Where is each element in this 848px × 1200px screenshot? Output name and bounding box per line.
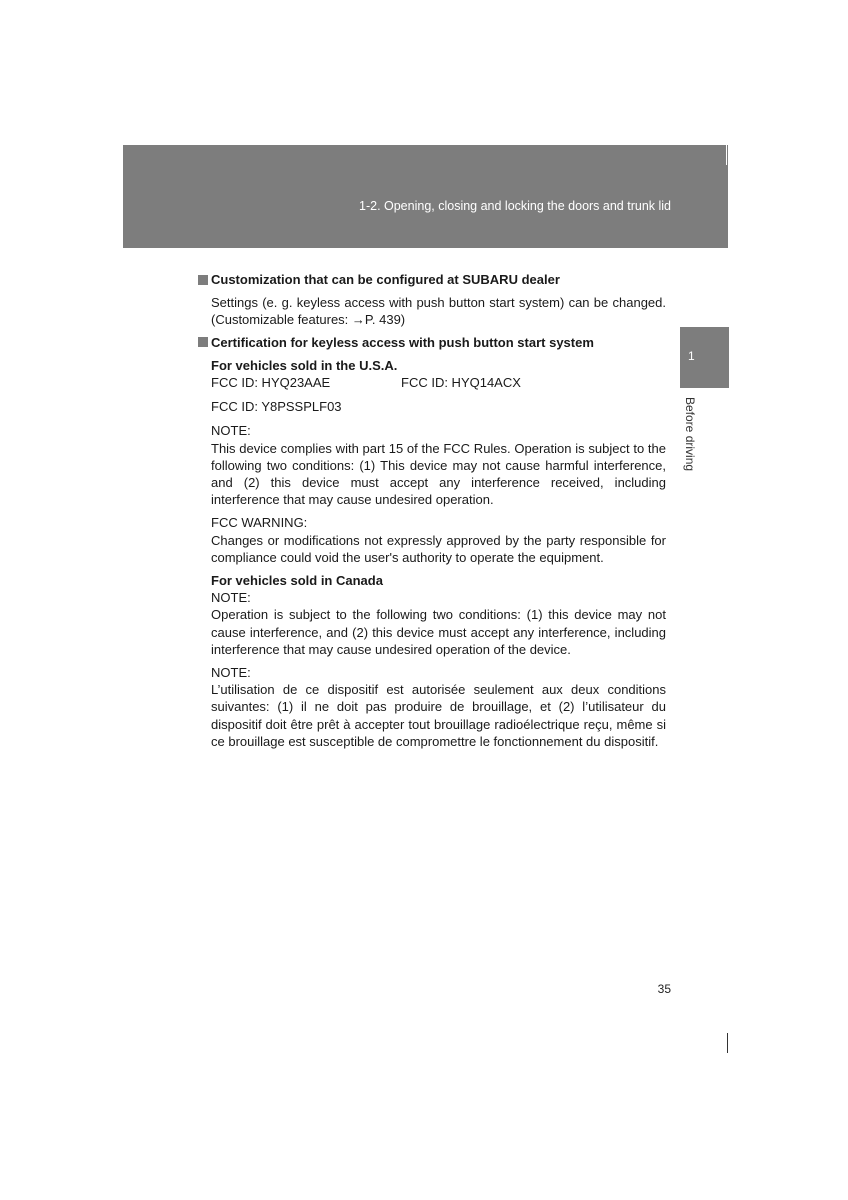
canada-note2-text: L’utilisation de ce dispositif est autorisée seulement aux deux conditions suivantes: (1) il ne doit pas produire de brouillage, et (2) l’utilisateur du dispositif doit être prêt à accepter tout brouillage radioélectrique reçu, même si ce brouillage est susceptible de compromettre le fonctionnement du dispositif. xyxy=(211,682,666,749)
crop-mark xyxy=(726,145,727,165)
usa-note-label: NOTE: xyxy=(211,423,251,439)
square-bullet-icon xyxy=(198,337,208,347)
section-heading-certification xyxy=(198,334,666,351)
usa-heading: For vehicles sold in the U.S.A. xyxy=(211,357,398,373)
square-bullet-icon xyxy=(198,275,208,285)
usa-note-text: This device complies with part 15 of the FCC Rules. Operation is subject to the following two conditions: (1) This device may not cause harmful interference, and (2) this device must accept any interference received, including interference that may cause undesired operation. xyxy=(211,440,666,508)
certification-heading: Certification for keyless access with push button start system xyxy=(211,334,594,350)
fcc-id-2: FCC ID: HYQ14ACX xyxy=(401,375,521,391)
header-band xyxy=(123,145,728,248)
canada-note2-label: NOTE: xyxy=(211,665,251,681)
fcc-warning-label: FCC WARNING: xyxy=(211,515,308,531)
canada-note1-label: NOTE: xyxy=(211,590,251,606)
fcc-id-row xyxy=(211,374,666,391)
canada-block xyxy=(211,572,666,750)
page-content xyxy=(198,271,666,750)
fcc-id-1: FCC ID: HYQ23AAE xyxy=(211,375,331,391)
chapter-tab xyxy=(680,327,729,388)
section-heading-customization xyxy=(198,271,666,288)
customization-heading: Customization that can be configured at SUBARU dealer xyxy=(211,272,560,287)
page-number: 35 xyxy=(657,982,671,996)
canada-note1-text: Operation is subject to the following two conditions: (1) this device may not cause interference, and (2) this device must accept any interference, including interference that may cause undesired operation of the device. xyxy=(211,607,666,657)
customization-body: Settings (e. g. keyless access with push button start system) can be changed. (Customizable features: →P. 439) xyxy=(211,295,666,328)
canada-heading: For vehicles sold in Canada xyxy=(211,573,383,589)
usa-block xyxy=(211,357,666,566)
fcc-id-3: FCC ID: Y8PSSPLF03 xyxy=(211,399,342,415)
crop-mark xyxy=(727,1033,728,1053)
fcc-warning-text: Changes or modifications not expressly approved by the party responsible for compliance could void the user's authority to operate the equipment. xyxy=(211,532,666,565)
header-title: 1-2. Opening, closing and locking the doors and trunk lid xyxy=(359,199,671,213)
chapter-number: 1 xyxy=(688,349,695,363)
chapter-label: Before driving xyxy=(683,397,697,472)
